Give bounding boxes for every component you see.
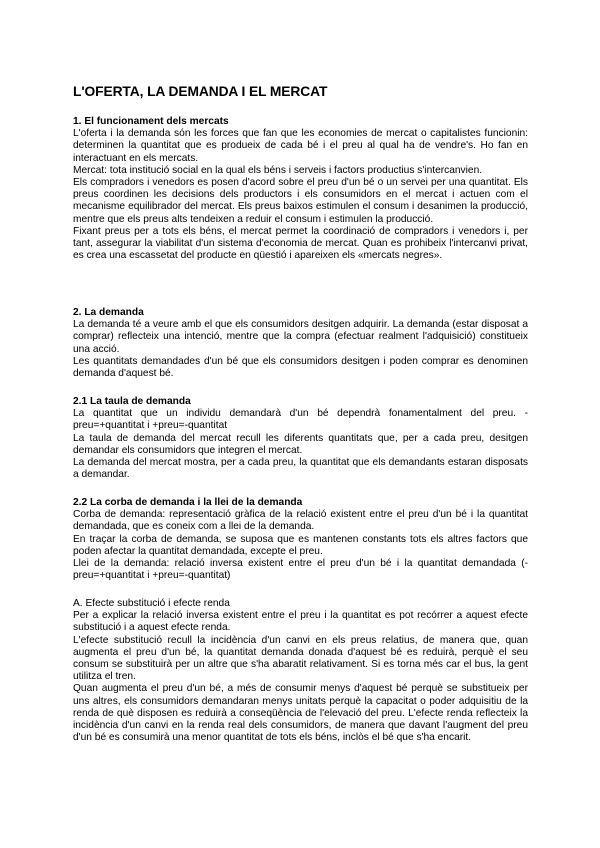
- paragraph: Per a explicar la relació inversa existent entre el preu i la quantitat es pot recórrer a aquest efecte substitució i a aquest efecte renda.: [73, 610, 528, 634]
- paragraph: En traçar la corba de demanda, se suposa que es mantenen constants tots els altres factors que poden afectar la quantitat demandada, excepte el preu.: [73, 533, 528, 557]
- paragraph: La demanda del mercat mostra, per a cada preu, la quantitat que els demandants estaran disposats a demandar.: [73, 457, 528, 481]
- section-heading: 1. El funcionament dels mercats: [73, 116, 229, 127]
- paragraph: Fixant preus per a tots els béns, el mercat permet la coordinació de compradors i venedors i, per tant, assegurar la viabilitat d'un sistema d'economia de mercat. Quan es prohibeix l'intercanvi privat, es crea una escassetat del producte en qüestió i apareixen els «mercats negres».: [73, 225, 528, 262]
- paragraph: L'oferta i la demanda són les forces que fan que les economies de mercat o capitalistes funcionin: determinen la quantitat que es produeix de cada bé i el preu al qual ha de vendre's. Ho fan en interactuant en els mercats.: [73, 128, 528, 164]
- paragraph: Les quantitats demandades d'un bé que els consumidors desitgen i poden comprar es denominen demanda d'aquest bé.: [73, 355, 528, 380]
- section-heading: 2. La demanda: [73, 307, 144, 318]
- section-funcionament-mercats: [73, 116, 528, 262]
- paragraph: La quantitat que un individu demandarà d'un bé dependrà fonamentalment del preu. -preu=+quantitat i +preu=-quantitat: [73, 408, 528, 432]
- paragraph: Els compradors i venedors es posen d'acord sobre el preu d'un bé o un servei per una quantitat. Els preus coordinen les decisions dels productors i els consumidors en el mercat i actuen com el mecanisme equilibrador del mercat. Els preus baixos estimulen el consum i desanimen la producció, mentre que els preus alts tendeixen a reduir el consum i estimulen la producció.: [73, 177, 528, 225]
- section-demanda: [73, 307, 528, 380]
- paragraph: Llei de la demanda: relació inversa existent entre el preu d'un bé i la quantitat demandada (-preu=+quantitat i +preu=-quantitat): [73, 558, 528, 582]
- section-corba-demanda: [73, 497, 528, 582]
- subsection-heading: A. Efecte substitució i efecte renda: [73, 598, 230, 609]
- section-taula-demanda: [73, 396, 528, 481]
- section-heading: 2.2 La corba de demanda i la llei de la demanda: [73, 497, 303, 508]
- paragraph: La taula de demanda del mercat recull les diferents quantitats que, per a cada preu, desitgen demandar els consumidors que integren el mercat.: [73, 432, 528, 456]
- paragraph: Corba de demanda: representació gràfica de la relació existent entre el preu d'un bé i la quantitat demandada, que es coneix com a llei de la demanda.: [73, 509, 528, 533]
- paragraph: L'efecte substitució recull la incidència d'un canvi en els preus relatius, de manera que, quan augmenta el preu d'un bé, la quantitat demanda donada d'aquest bé es reduirà, perquè el seu consum se substituirà per un altre que s'ha abaratit relativament. Si es torna més car el bus, la gent utilitza el tren.: [73, 634, 528, 683]
- paragraph: Mercat: tota institució social en la qual els béns i serveis i factors productius s'intercanvien.: [73, 164, 483, 176]
- document-title: L'OFERTA, LA DEMANDA I EL MERCAT: [73, 84, 328, 99]
- section-efecte-substitucio-renda: [73, 598, 528, 744]
- section-heading: 2.1 La taula de demanda: [73, 396, 191, 407]
- paragraph: La demanda té a veure amb el que els consumidors desitgen adquirir. La demanda (estar disposat a comprar) reflecteix una intenció, mentre que la compra (efectuar realment l'adquisició) constitueix una acció.: [73, 319, 528, 355]
- paragraph: Quan augmenta el preu d'un bé, a més de consumir menys d'aquest bé perquè se substitueix per uns altres, els consumidors demandaran menys unitats perquè la capacitat o poder adquisitiu de la renda de què disposen es reduirà a conseqüència de l'elevació del preu. L'efecte renda reflecteix la incidència d'un canvi en la renda real dels consumidors, de manera que davant l'augment del preu d'un bé es consumirà una menor quantitat de tots els béns, inclòs el bé que s'ha encarit.: [73, 683, 528, 744]
